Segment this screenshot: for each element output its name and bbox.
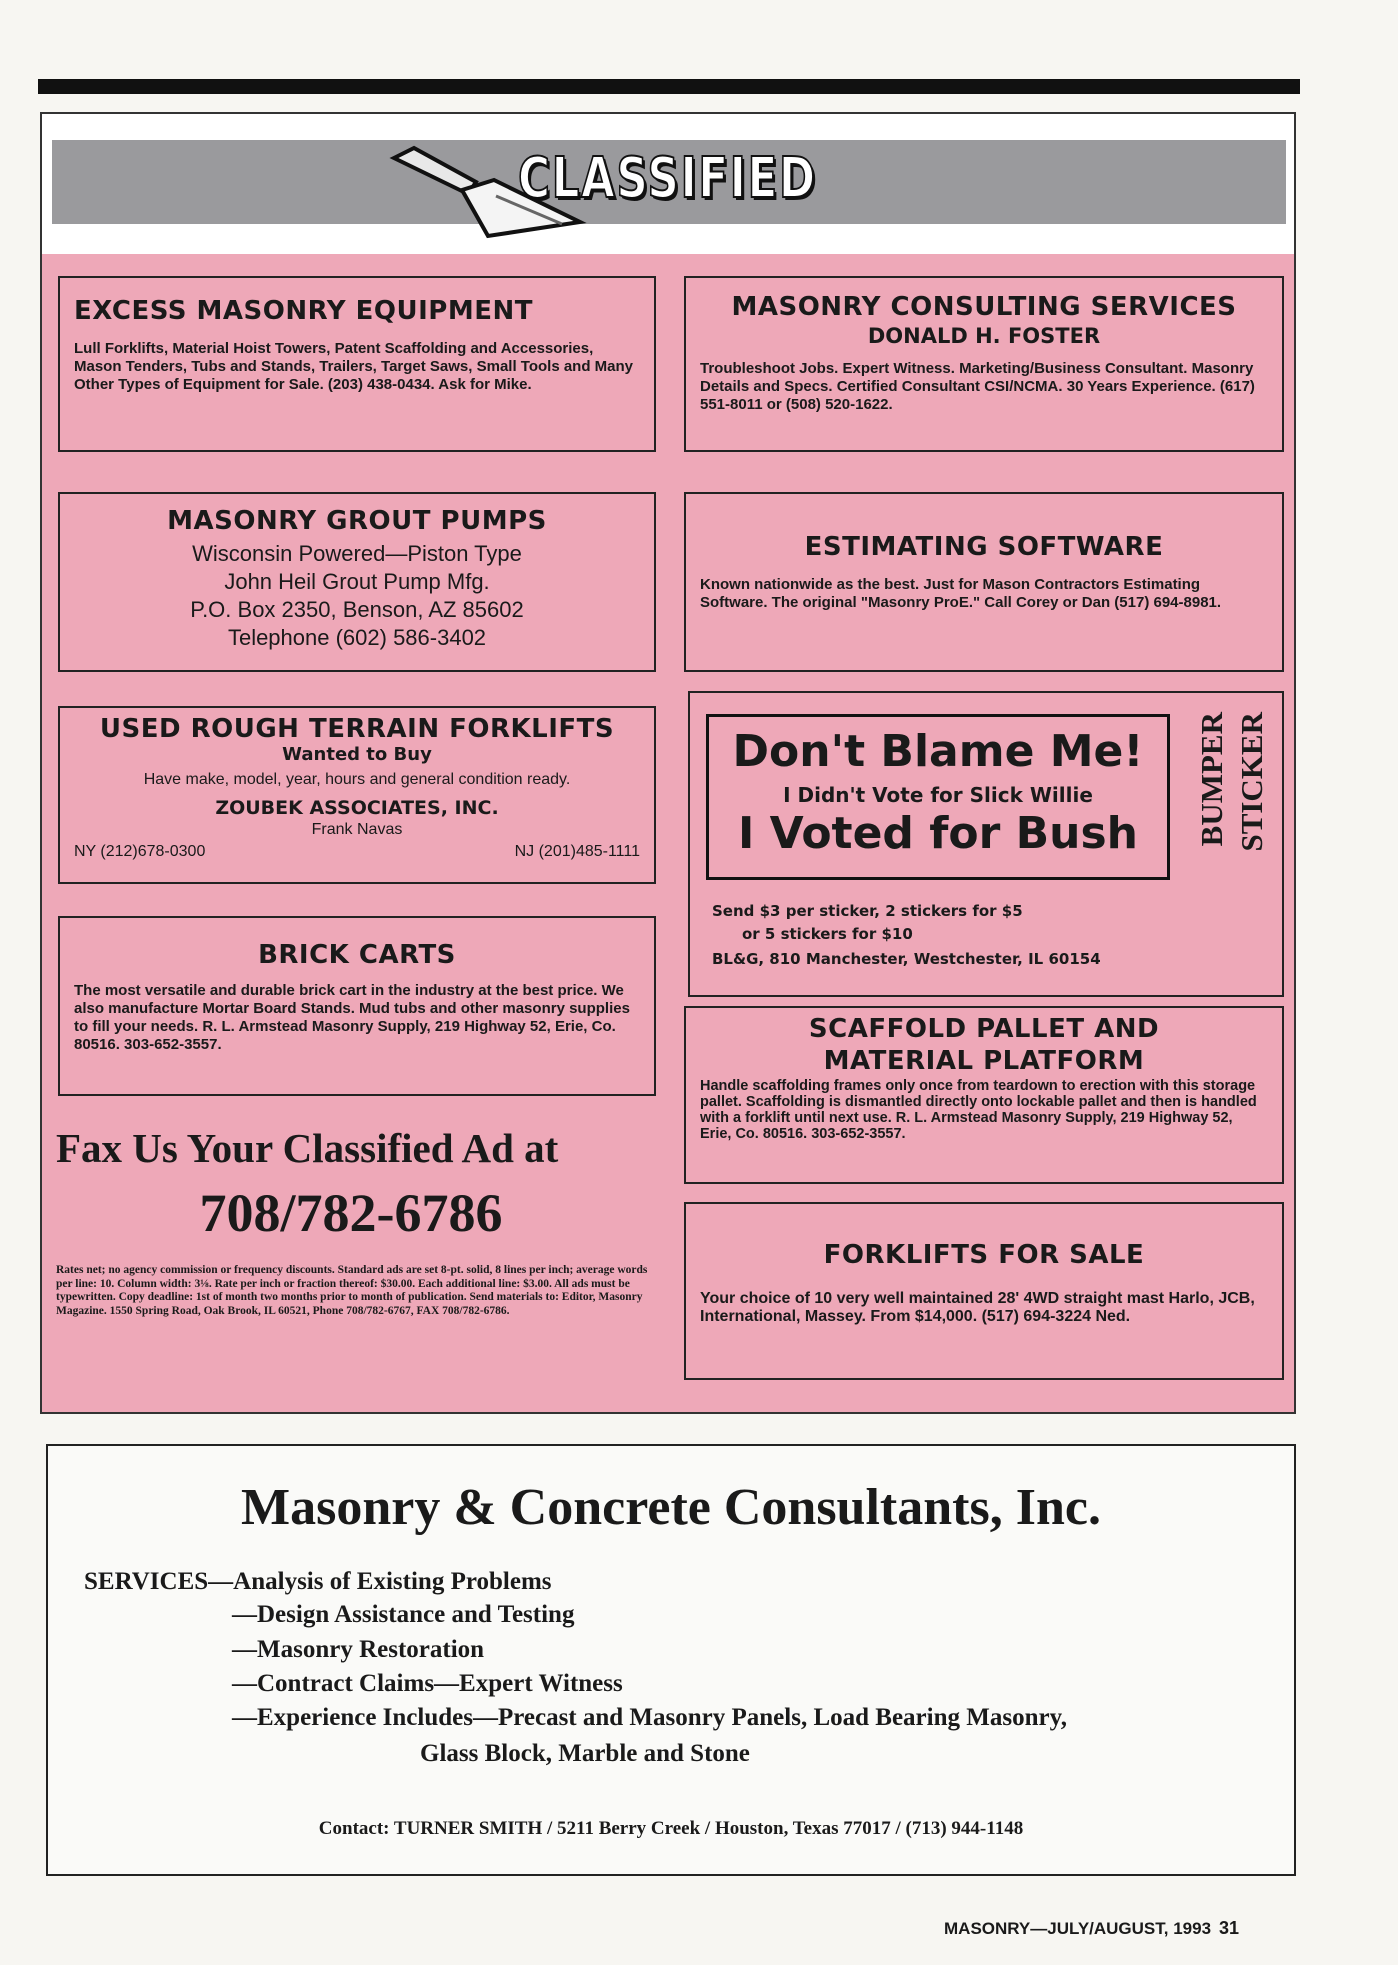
page-number: 31 xyxy=(1219,1918,1240,1938)
phone-ny: NY (212)678-0300 xyxy=(74,843,206,860)
bumper-address: BL&G, 810 Manchester, Westchester, IL 60154 xyxy=(712,950,1101,968)
bumper-vertical-label-2: STICKER xyxy=(1234,712,1269,852)
ad-body: The most versatile and durable brick cart in the industry at the best price. We also manufacture Mortar Board Stands. Mud tubs and other masonry supplies to fill your needs. R. L. Armstead Masonry Supply, 219 Highway 52, Erie, Co. 80516. 303-652-3557. xyxy=(74,982,630,1053)
consultants-ad xyxy=(46,1444,1296,1876)
ad-title: EXCESS MASONRY EQUIPMENT xyxy=(74,296,533,326)
ad-title-line-2: MATERIAL PLATFORM xyxy=(823,1046,1145,1076)
ad-line: Telephone (602) 586-3402 xyxy=(227,625,487,650)
ad-estimating-software xyxy=(684,492,1284,672)
service-item: —Design Assistance and Testing xyxy=(232,1601,575,1628)
ad-scaffold-pallet xyxy=(684,1006,1284,1184)
bumper-subline: I Didn't Vote for Slick Willie xyxy=(783,783,1093,807)
ad-company: ZOUBEK ASSOCIATES, INC. xyxy=(215,797,499,819)
issue-label: MASONRY—JULY/AUGUST, 1993 xyxy=(944,1919,1212,1938)
bumper-headline: Don't Blame Me! xyxy=(732,726,1144,777)
ad-title: MASONRY GROUT PUMPS xyxy=(167,506,547,536)
consultants-title: Masonry & Concrete Consultants, Inc. xyxy=(241,1479,1101,1536)
page-footer xyxy=(944,1918,1239,1939)
ad-body: Handle scaffolding frames only once from teardown to erection with this storage pallet. Scaffolding is dismantled directly onto lockable pallet and then is handled with a forklift until next use. R. L. Armstead Masonry Supply, 219 Highway 52, Erie, Co. 80516. 303-652-3557. xyxy=(700,1078,1257,1142)
ad-body: Your choice of 10 very well maintained 28' 4WD straight mast Harlo, JCB, International, Massey. From $14,000. (517) 694-3224 Ned. xyxy=(700,1290,1255,1325)
service-item: —Masonry Restoration xyxy=(232,1636,485,1663)
ad-body: Have make, model, year, hours and general condition ready. xyxy=(143,771,571,788)
ad-grout-pumps xyxy=(58,492,656,672)
service-item: SERVICES—Analysis of Existing Problems xyxy=(84,1568,552,1595)
ad-subtitle: DONALD H. FOSTER xyxy=(867,324,1101,348)
bumper-sticker-graphic xyxy=(706,714,1170,880)
ad-used-forklifts xyxy=(58,706,656,884)
ad-title: USED ROUGH TERRAIN FORKLIFTS xyxy=(99,714,615,744)
ad-forklifts-for-sale xyxy=(684,1202,1284,1380)
phone-nj: NJ (201)485-1111 xyxy=(514,843,640,860)
ad-contact: Frank Navas xyxy=(311,821,403,838)
ad-title: MASONRY CONSULTING SERVICES xyxy=(731,292,1237,322)
fax-heading: Fax Us Your Classified Ad at xyxy=(56,1125,559,1171)
ad-masonry-consulting xyxy=(684,276,1284,452)
ad-line: P.O. Box 2350, Benson, AZ 85602 xyxy=(190,597,524,622)
ad-phones xyxy=(74,843,640,861)
service-item: —Contract Claims—Expert Witness xyxy=(232,1670,623,1697)
bumper-vertical-label-1: BUMPER xyxy=(1194,712,1229,847)
fax-number: 708/782-6786 xyxy=(199,1183,503,1243)
top-rule xyxy=(38,79,1300,94)
ad-title: BRICK CARTS xyxy=(258,940,456,970)
ad-excess-masonry-equipment xyxy=(58,276,656,452)
service-item: Glass Block, Marble and Stone xyxy=(420,1740,750,1767)
ad-body: Troubleshoot Jobs. Expert Witness. Marketing/Business Consultant. Masonry Details and Specs. Certified Consultant CSI/NCMA. 30 Years Experience. (617) 551-8011 or (508) 520-1622. xyxy=(700,360,1255,413)
ad-line: John Heil Grout Pump Mfg. xyxy=(224,569,490,594)
ad-body: Known nationwide as the best. Just for Mason Contractors Estimating Software. The original "Masonry ProE." Call Corey or Dan (517) 694-8981. xyxy=(700,576,1222,611)
ad-title-line-1: SCAFFOLD PALLET AND xyxy=(808,1014,1160,1044)
rates-text: Rates net; no agency commission or frequency discounts. Standard ads are set 8-pt. solid, 8 lines per inch; average words per line: 10. Column width: 3⅛. Rate per inch or fraction thereof: $30.00. Each additional line: $3.00. All ads must be typewritten. Copy deadline: 1st of month two months prior to month of publication. Send materials to: Editor, Masonry Magazine. 1550 Spring Road, Oak Brook, IL 60521, Phone 708/782-6767, FAX 708/782-6786. xyxy=(56,1264,648,1317)
classified-title: CLASSIFIED xyxy=(518,146,817,211)
ad-body: Lull Forklifts, Material Hoist Towers, Patent Scaffolding and Accessories, Mason Tenders, Tubs and Stands, Trailers, Target Saws, Small Tools and Many Other Types of Equipment for Sale. (203) 438-0434. Ask for Mike. xyxy=(74,340,634,393)
bumper-price-line-1: Send $3 per sticker, 2 stickers for $5 xyxy=(712,902,1023,920)
ad-title: ESTIMATING SOFTWARE xyxy=(804,532,1164,562)
ad-subtitle: Wanted to Buy xyxy=(282,744,432,765)
service-item: —Experience Includes—Precast and Masonry Panels, Load Bearing Masonry, xyxy=(232,1704,1067,1731)
ad-title: FORKLIFTS FOR SALE xyxy=(823,1240,1145,1270)
ad-line: Wisconsin Powered—Piston Type xyxy=(192,541,522,566)
ad-brick-carts xyxy=(58,916,656,1096)
bumper-bottom: I Voted for Bush xyxy=(737,808,1139,859)
bumper-price-line-2: or 5 stickers for $10 xyxy=(742,925,913,943)
consultants-contact: Contact: TURNER SMITH / 5211 Berry Creek / Houston, Texas 77017 / (713) 944-1148 xyxy=(318,1818,1024,1839)
